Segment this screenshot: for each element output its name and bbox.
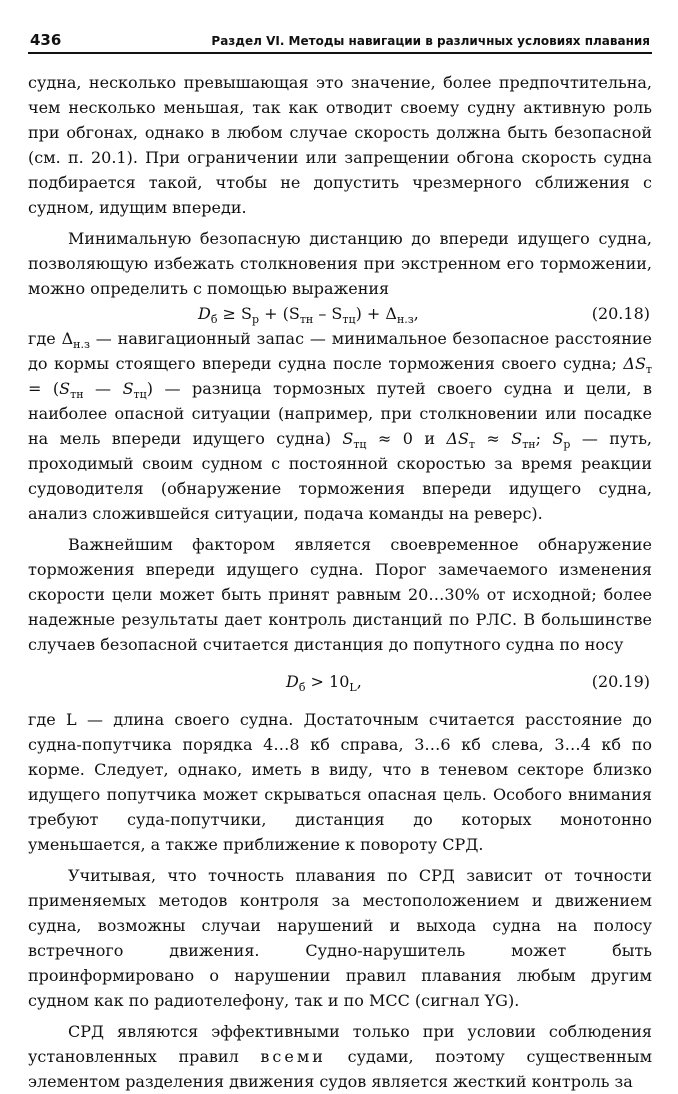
formula-20-19-number: (20.19) — [591, 672, 650, 691]
paragraph-4: Важнейшим фактором является своевременное обнаружение торможения впереди идущего судна. Порог замечаемого изменения скорости цели может быть принят равным 20…30% от исходной; более надежные результаты дает контроль дистанций по РЛС. В большинстве случаев безопасной считается дистанция до попутного судна по носу — [28, 535, 652, 654]
formula-20-19 — [28, 657, 652, 707]
body-text — [28, 70, 652, 1094]
formula-20-18-number: (20.18) — [591, 304, 650, 323]
formula-20-18 — [28, 301, 652, 326]
paragraph-3: где $\Delta_{н.з}$ — навигационный запас — минимальное безопасное расстояние до кормы стоящего впереди судна после торможения своего судна; $\Delta S_т = (S_{тн}$ — $S_{тц}$) — разница тормозных путей своего судна и цели, в наиболее опасной ситуации (например, при столкновении или посадке на мель впереди идущего судна) $S_{тц} \approx 0$ и $\Delta S_т \approx S_{тн}$; $S_р$ — путь, проходимый своим судном с постоянной скоростью за время реакции судоводителя (обнаружение торможения впереди идущего судна, анализ сложившейся ситуации, подача команды на реверс). — [28, 329, 653, 523]
paragraph-1: судна, несколько превышающая это значение, более предпочтительна, чем несколько меньшая, так как отводит своему судну активную роль при обгонах, однако в любом случае скорость должна быть безопасной (см. п. 20.1). При ограничении или запрещении обгона скорость судна подбирается такой, чтобы не допустить чрезмерного сближения с судном, идущим впереди. — [28, 73, 652, 217]
page-number: 436 — [30, 31, 62, 49]
formula-20-19-expression: $D_б > 10_L$, — [286, 672, 362, 695]
formula-20-18-expression: $D_б \ge S_р + (S_{тн} - S_{тц}) + \Delta_{н.з}$, — [198, 304, 419, 327]
paragraph-6: Учитывая, что точность плавания по СРД зависит от точности применяемых методов контроля за местоположением и движением судна, возможны случаи нарушений и выхода судна на полосу встречного движения. Судно-нарушитель может быть проинформировано о нарушении правил плавания любым другим судном как по радиотелефону, так и по МСС (сигнал YG). — [28, 866, 652, 1010]
page-header — [28, 30, 652, 54]
paragraph-7: СРД являются эффективными только при условии соблюдения установленных правил всеми судами, поэтому существенным элементом разделения движения судов является жесткий контроль за — [28, 1022, 653, 1091]
running-head: Раздел VI. Методы навигации в различных условиях плавания — [211, 34, 650, 48]
paragraph-5: где L — длина своего судна. Достаточным считается расстояние до судна-попутчика порядка 4…8 кб справа, 3…6 кб слева, 3…4 кб по корме. Следует, однако, иметь в виду, что в теневом секторе близко идущего попутчика может скрываться опасная цель. Особого внимания требуют суда-попутчики, дистанция до которых монотонно уменьшается, а также приближение к повороту СРД. — [28, 710, 652, 854]
paragraph-2: Минимальную безопасную дистанцию до впереди идущего судна, позволяющую избежать столкновения при экстренном его торможении, можно определить с помощью выражения — [28, 229, 652, 298]
